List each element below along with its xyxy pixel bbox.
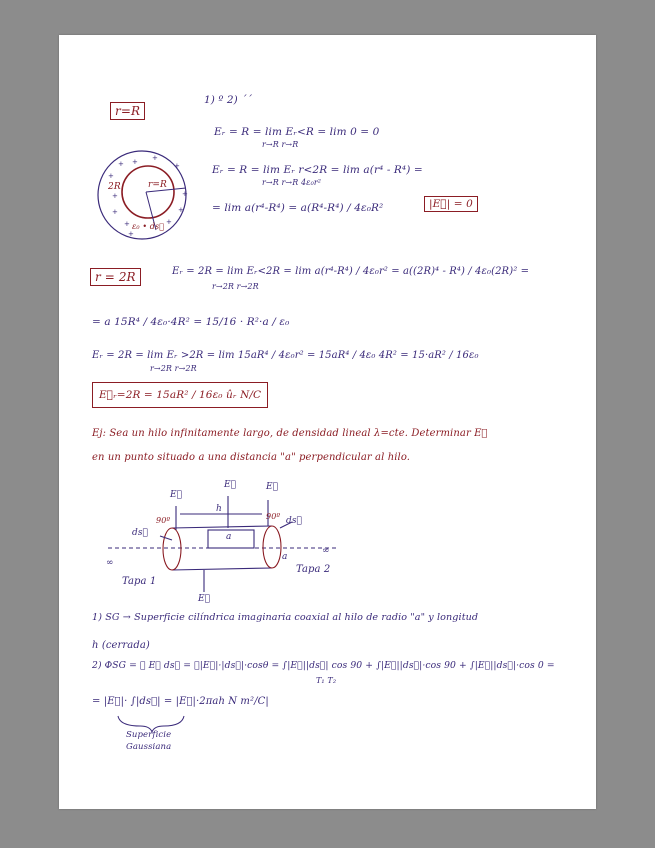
- figure-label: ∞: [106, 558, 114, 568]
- svg-text:+: +: [112, 208, 118, 216]
- ds-arrow-left: [160, 536, 172, 540]
- svg-text:+: +: [124, 220, 130, 228]
- result-box-E-zero: |E⃗| = 0: [424, 196, 478, 212]
- figure-label: h: [216, 504, 222, 514]
- figure-label: E⃗: [170, 490, 183, 500]
- exercise-statement: en un punto situado a una distancia "a" perpendicular al hilo.: [92, 452, 411, 463]
- equation-line: Eᵣ = R = lim Eᵣ<R = lim 0 = 0: [214, 126, 380, 138]
- result-box-E-2R: E⃗ᵣ=2R = 15aR² / 16ε₀ ûᵣ N/C: [92, 382, 268, 408]
- brace-label: Superficie: [126, 730, 172, 740]
- case-label-r-eq-R: r=R: [110, 102, 145, 120]
- svg-text:+: +: [118, 160, 124, 168]
- equation-sub: r→R r→R 4ε₀r²: [262, 178, 322, 187]
- figure-label: ds⃗: [132, 528, 148, 538]
- diagram-label: r=R: [148, 180, 167, 190]
- case-label-r-eq-2R: r = 2R: [90, 268, 141, 286]
- exercise-statement: Ej: Sea un hilo infinitamente largo, de densidad lineal λ=cte. Determinar E⃗: [92, 428, 488, 439]
- cylinder-bottom: [172, 568, 272, 570]
- equation-line: Eᵣ = 2R = lim Eᵣ<2R = lim a(r⁴-R⁴) / 4ε₀r² = a((2R)⁴ - R⁴) / 4ε₀(2R)² =: [172, 266, 530, 277]
- equation-sub: r→2R r→2R: [150, 364, 197, 373]
- equation-line: = lim a(r⁴-R⁴) = a(R⁴-R⁴) / 4ε₀R²: [212, 202, 384, 214]
- figure-label: 90º: [156, 516, 171, 525]
- step-2-sub: T₁ T₂: [316, 676, 337, 685]
- equation-sub: r→2R r→2R: [212, 282, 259, 291]
- figure-label: Tapa 1: [122, 576, 157, 587]
- cylinder-top: [172, 526, 272, 528]
- diagram-label: 2R: [108, 182, 121, 192]
- step-3: = |E⃗|· ∫|ds⃗| = |E⃗|·2πah N m²/C|: [92, 696, 269, 707]
- brace-label: Gaussiana: [126, 742, 172, 752]
- svg-text:+: +: [112, 192, 118, 200]
- equation-line: Eᵣ = R = lim Eᵣ r<2R = lim a(r⁴ - R⁴) =: [212, 164, 423, 176]
- equation-sub: r→R r→R: [262, 140, 299, 149]
- equation-line: Eᵣ = 2R = lim Eᵣ >2R = lim 15aR⁴ / 4ε₀r² = 15aR⁴ / 4ε₀ 4R² = 15·aR² / 16ε₀: [92, 350, 479, 361]
- svg-text:+: +: [178, 206, 184, 214]
- svg-text:+: +: [182, 190, 188, 198]
- svg-text:+: +: [166, 218, 172, 226]
- figure-label: E⃗: [266, 482, 279, 492]
- svg-text:+: +: [132, 158, 138, 166]
- svg-text:+: +: [128, 230, 134, 238]
- figure-label: 90º: [266, 512, 281, 521]
- figure-label: a: [226, 532, 232, 542]
- step-1-cont: h (cerrada): [92, 640, 150, 651]
- figure-label: ds⃗: [286, 516, 302, 526]
- svg-text:+: +: [152, 154, 158, 162]
- figure-label: ∞: [322, 546, 330, 556]
- step-2: 2) ΦSG = ∮ E⃗ ds⃗ = ∮|E⃗|·|ds⃗|·cosθ = ∫|E⃗||ds⃗| cos 90 + ∫|E⃗||ds⃗|·cos 90 + ∫|E⃗||ds⃗|·cos 0 =: [92, 660, 555, 671]
- svg-text:+: +: [108, 172, 114, 180]
- figure-label: E⃗: [198, 594, 211, 604]
- cap1-ellipse: [163, 528, 181, 570]
- diagram-label: ε₀ • ds⃗: [132, 222, 165, 231]
- step-1: 1) SG → Superficie cilíndrica imaginaria coaxial al hilo de radio "a" y longitud: [92, 612, 479, 623]
- cap2-ellipse: [263, 526, 281, 568]
- equation-line: = a 15R⁴ / 4ε₀·4R² = 15/16 · R²·a / ε₀: [92, 316, 290, 328]
- svg-text:+: +: [174, 162, 180, 170]
- steps-label: 1) º 2) ´´: [204, 94, 253, 106]
- figure-label: a: [282, 552, 288, 562]
- figure-label: Tapa 2: [296, 564, 331, 575]
- figure-label: E⃗: [224, 480, 237, 490]
